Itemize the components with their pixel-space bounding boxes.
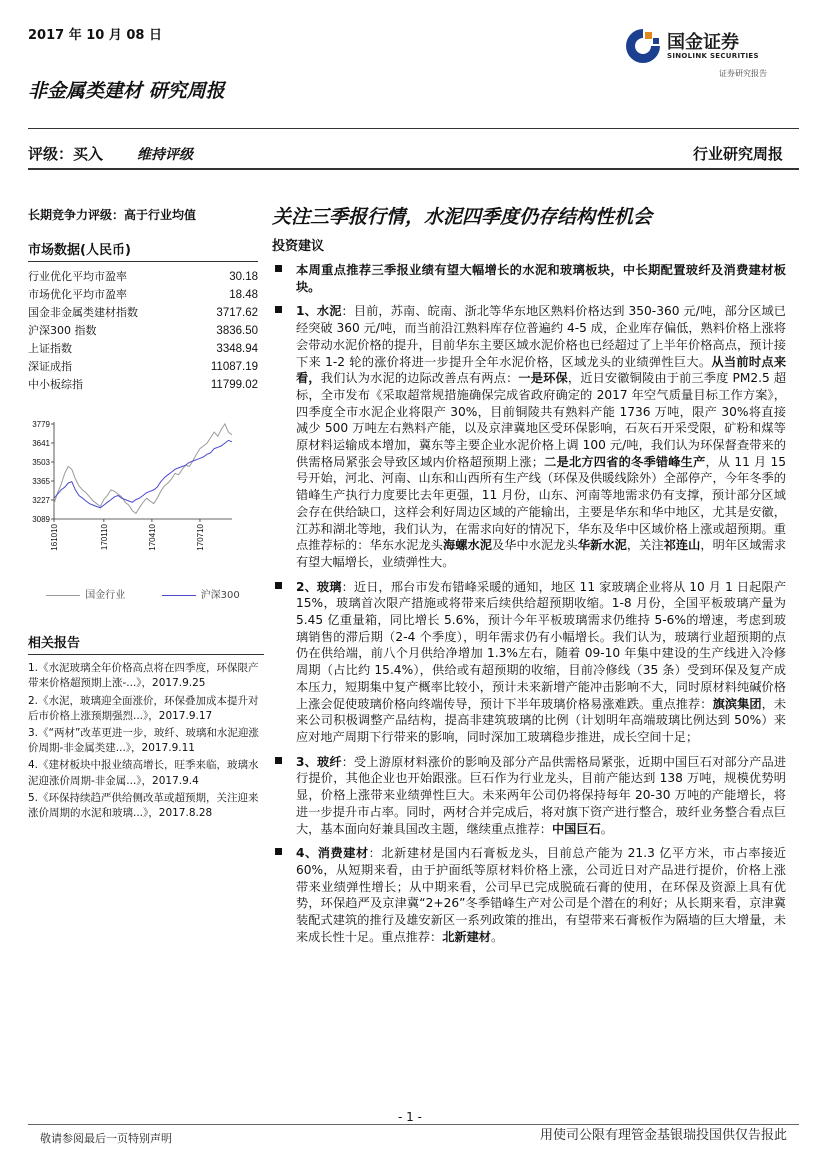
paragraph-fiberglass <box>272 754 786 838</box>
market-data-label: 行业优化平均市盈率 <box>28 270 127 283</box>
emphasis-text: 华新水泥 <box>577 538 627 553</box>
paragraph-text: ：目前，苏南、皖南、浙北等华东地区熟料价格达到 350-360 元/吨，部分区域已经突破 360 元/吨，而当前沿江熟料库存位普遍约 4-5 成，企业库存偏低，熟料价格上涨将会带动水泥价格的提升，目前华东主要区域水泥价格也已经超过了上半年价格高点，预计接下来 1-2 轮的涨价将进一步提升全年水泥价格，区域龙头的业绩弹性巨大。 <box>296 304 786 369</box>
headline: 关注三季报行情，水泥四季度仍存结构性机会 <box>272 206 653 228</box>
market-data-value: 3348.94 <box>216 343 258 355</box>
paragraph-text: ：北新建材是国内石膏板龙头，目前总产能为 21.3 亿平方米，市占率接近 60%，从短期来看，由于护面纸等原材料价格上涨，公司近日对产品进行提价，价格上涨带来业绩弹性增长；从中期来看，公司早已完成脱硫石膏的使用，在环保及资源上具有优势，环保趋严及京津冀“2+26”冬季错峰生产对公司是个潜在的利好；从长期来看，京津冀装配式建筑的推行及雄安新区一系列政策的推出，有望带来石膏板作为隔墙的巨大增量，未来成长性十足。重点推荐： <box>296 846 786 944</box>
legend-swatch <box>162 595 196 596</box>
market-data-row <box>28 340 258 358</box>
emphasis-text: 一是环保 <box>518 371 568 386</box>
rating-status: 维持评级 <box>137 147 194 163</box>
bullet-icon <box>275 582 282 589</box>
related-report-link[interactable]: 1.《水泥玻璃全年价格高点将在四季度，环保限产带来价格超预期上涨-...》，2017.9.25 <box>28 662 259 690</box>
paragraph-text: ，近日安徽铜陵由于前三季度 PM2.5 超标，全市发布《采取超常规措施确保完成省政府确定的 2017 年空气质量目标工作方案》，四季度全市水泥企业将限产 30%，目前铜陵共有熟料产能 1736 万吨，限产 30%将直接减少 500 万吨左右熟料产能，以及京津冀地区受环保影响，石灰石开采受限，矿粉和煤等原材料运输成本增加，冀东等主要企业水泥价格上调 100 元/吨，我们认为环保督查带来的供需格局紧张会导致区域内价格超预期上涨； <box>296 371 787 469</box>
y-tick-label: 3641 <box>32 439 50 448</box>
paragraph-text: 。 <box>491 929 504 944</box>
logo-name: 国金证券 <box>667 32 739 53</box>
market-data-row <box>28 376 258 394</box>
emphasis-text: 北新建材 <box>442 929 491 944</box>
main-content <box>272 202 786 953</box>
related-report-link[interactable]: 3.《“两材”改革更进一步，玻纤、玻璃和水泥迎涨价周期-非金属类建...》，2017.9.11 <box>28 727 259 755</box>
legend-swatch <box>46 595 80 596</box>
long-term-rating: 长期竞争力评级：高于行业均值 <box>28 208 197 222</box>
page-number: - 1 - <box>398 1110 422 1124</box>
paragraph-consumer-materials <box>272 845 786 945</box>
mirrored-usage-note: 用使司公限有理管金基银瑞投国供仅告报此 <box>539 1128 787 1143</box>
legend-item <box>162 586 240 601</box>
divider <box>28 168 799 170</box>
market-data-value: 3836.50 <box>216 325 258 337</box>
emphasis-text: 海螺水泥 <box>443 538 493 553</box>
market-data-label: 国金非金属类建材指数 <box>28 306 138 319</box>
market-data-row <box>28 322 258 340</box>
paragraph-glass <box>272 579 786 746</box>
market-data-value: 11087.19 <box>210 361 258 373</box>
paragraph-text: ，未来公司积极调整产品结构，提高非建筑玻璃的比例（计划明年高端玻璃比例达到 50%）来应对地产周期下行带来的影响，同时深加工玻璃稳步推进，成长空间十足； <box>296 696 787 744</box>
x-tick-label: 170410 <box>147 524 157 551</box>
market-data-value: 11799.02 <box>210 379 258 391</box>
paragraph-cement <box>272 303 786 570</box>
rating-label: 评级：买入 <box>28 145 104 163</box>
chart-legend <box>28 586 258 601</box>
series-line-industry <box>54 424 232 514</box>
y-tick-label: 3365 <box>32 477 50 486</box>
market-data-value: 3717.62 <box>216 307 258 319</box>
y-tick-label: 3503 <box>32 458 50 467</box>
paragraph-text: 及华中水泥龙头 <box>492 538 578 553</box>
paragraph-text: 。 <box>600 821 613 836</box>
section-title: 投资建议 <box>272 239 325 254</box>
logo-mark-icon <box>623 26 663 66</box>
market-data-row <box>28 358 258 376</box>
emphasis-text: 从当前时点来看， <box>296 354 787 386</box>
market-data-value: 30.18 <box>229 271 258 283</box>
market-data-value: 18.48 <box>229 289 258 301</box>
divider <box>28 128 799 129</box>
lead-paragraph <box>272 262 786 295</box>
legend-label: 沪深300 <box>200 590 240 601</box>
market-data-label: 市场优化平均市盈率 <box>28 288 127 301</box>
emphasis-text: 4、消费建材 <box>296 846 369 861</box>
related-report-link[interactable]: 2.《水泥，玻璃迎全面涨价，环保叠加成本提升对后市价格上涨预期强烈...》，2017.9.17 <box>28 694 259 722</box>
paragraph-text: ，明年区域需求有望大幅增长，业绩弹性大。 <box>296 538 787 569</box>
related-report-link[interactable]: 5.《环保持续趋严供给侧改革或超预期，关注迎来涨价周期的水泥和玻璃...》，2017.8.28 <box>28 791 259 820</box>
disclaimer: 敬请参阅最后一页特别声明 <box>40 1132 172 1145</box>
x-tick-label: 161010 <box>50 524 59 551</box>
report-date: 2017 年 10 月 08 日 <box>28 28 162 43</box>
market-data-label: 中小板综指 <box>28 378 83 391</box>
market-data-title: 市场数据(人民币) <box>28 239 258 262</box>
bullet-icon <box>275 757 282 764</box>
emphasis-text: 3、玻纤 <box>296 754 342 769</box>
y-tick-label: 3089 <box>32 515 50 524</box>
rating <box>28 143 193 164</box>
sidebar <box>28 206 258 394</box>
market-data-row <box>28 268 258 286</box>
x-tick-label: 170710 <box>195 524 205 551</box>
paragraph-text: ，关注 <box>626 538 664 553</box>
legend-label: 国金行业 <box>85 590 126 601</box>
paragraph-text: ：受上游原材料涨价的影响及部分产品供需格局紧张，近期中国巨石对部分产品进行提价，其他企业也开始跟涨。巨石作为行业龙头，目前产能达到 138 万吨，规模优势明显，价格上涨带来业绩弹性巨大。未来两年公司仍将保持每年 20-30 万吨的产能增长，将进一步提升市占率。同时，两材合并完成后，将对旗下资产进行整合，玻纤业务整合看点巨大，基本面向好兼具国改主题，继续重点推荐： <box>296 754 787 836</box>
market-data-label: 沪深300 指数 <box>28 324 97 337</box>
emphasis-text: 中国巨石 <box>551 821 601 836</box>
emphasis-text: 1、水泥 <box>296 304 342 319</box>
related-report-link[interactable]: 4.《建材板块中报业绩高增长，旺季来临，玻璃水泥迎涨价周期-非金属...》，2017.9.4 <box>28 759 259 787</box>
paragraph-text: ：近日，邢台市发布错峰采暖的通知，地区 11 家玻璃企业将从 10 月 1 日起限产 15%，玻璃首次限产措施或将带来后续供给超预期收缩。1-8 月份，全国平板玻璃产量为 5.45 亿重量箱，同比增长 5.6%，预计今年平板玻璃需求仍维持 5-6%的增速，考虑到玻璃销售的滞后期（2-4 个季度），明年需求仍有小幅增长。我们认为，玻璃行业超预期的点仍在供给端，前八个月供给净增加 1.3%左右，随着 09-10 年集中建设的生产线进入冷修周期（占比约 15.4%），供给或有超预期的收缩，目前冷修线（35 条）受到环保及复产成本压力，短期集中复产概率比较小，预计未来新增产能冲击影响不大，同时原材料纯碱价格上涨会促使玻璃价格向终端传导，预计下半年玻璃价格易涨难跌。重点推荐： <box>296 579 787 711</box>
market-data-label: 深证成指 <box>28 360 72 373</box>
emphasis-text: 旗滨集团 <box>712 696 762 711</box>
emphasis-text: 二是北方四省的冬季错峰生产 <box>543 454 706 469</box>
market-data-table <box>28 268 258 394</box>
bullet-icon <box>275 265 282 272</box>
y-tick-label: 3227 <box>32 496 50 505</box>
market-data-row <box>28 304 258 322</box>
brand-logo <box>623 22 783 82</box>
logo-english: SINOLINK SECURITIES <box>667 52 759 60</box>
lead-text: 本周重点推荐三季报业绩有望大幅增长的水泥和玻璃板块，中长期配置玻纤及消费建材板块。 <box>296 263 786 294</box>
index-line-chart <box>28 414 258 604</box>
bullet-icon <box>275 848 282 855</box>
y-tick-label: 3779 <box>32 420 50 429</box>
report-category-title: 非金属类建材 研究周报 <box>28 80 225 102</box>
related-title: 相关报告 <box>28 636 264 655</box>
series-line-hs300 <box>54 440 232 507</box>
report-type: 行业研究周报 <box>692 145 783 163</box>
emphasis-text: 祁连山 <box>663 538 701 553</box>
emphasis-text: 2、玻璃 <box>296 579 342 594</box>
market-data-label: 上证指数 <box>28 342 72 355</box>
market-data-row <box>28 286 258 304</box>
bullet-icon <box>275 306 282 313</box>
paragraph-text: 我们认为水泥的边际改善点有两点： <box>320 371 519 386</box>
x-tick-label: 170110 <box>99 524 109 551</box>
legend-item <box>46 586 125 601</box>
paragraph-text: ，从 11 月 15 号开始，河北、河南、山东和山西所有生产线（环保及供暖线除外）全部停产，今年冬季的错峰生产执行力度要比去年更强，11 月份，山东、河南等地需求仍有支撑，预计部分区域会存在供给缺口，这样会利好周边区域的产能输出，主要是华东和华中地区，尤其是安徽，江苏和湖北等地，我们认为，在需求向好的情况下，华东及华中区域价格上涨或超预期。重点推荐标的：华东水泥龙头 <box>296 454 787 553</box>
related-reports <box>28 636 264 823</box>
logo-tag: 证券研究报告 <box>719 69 767 78</box>
